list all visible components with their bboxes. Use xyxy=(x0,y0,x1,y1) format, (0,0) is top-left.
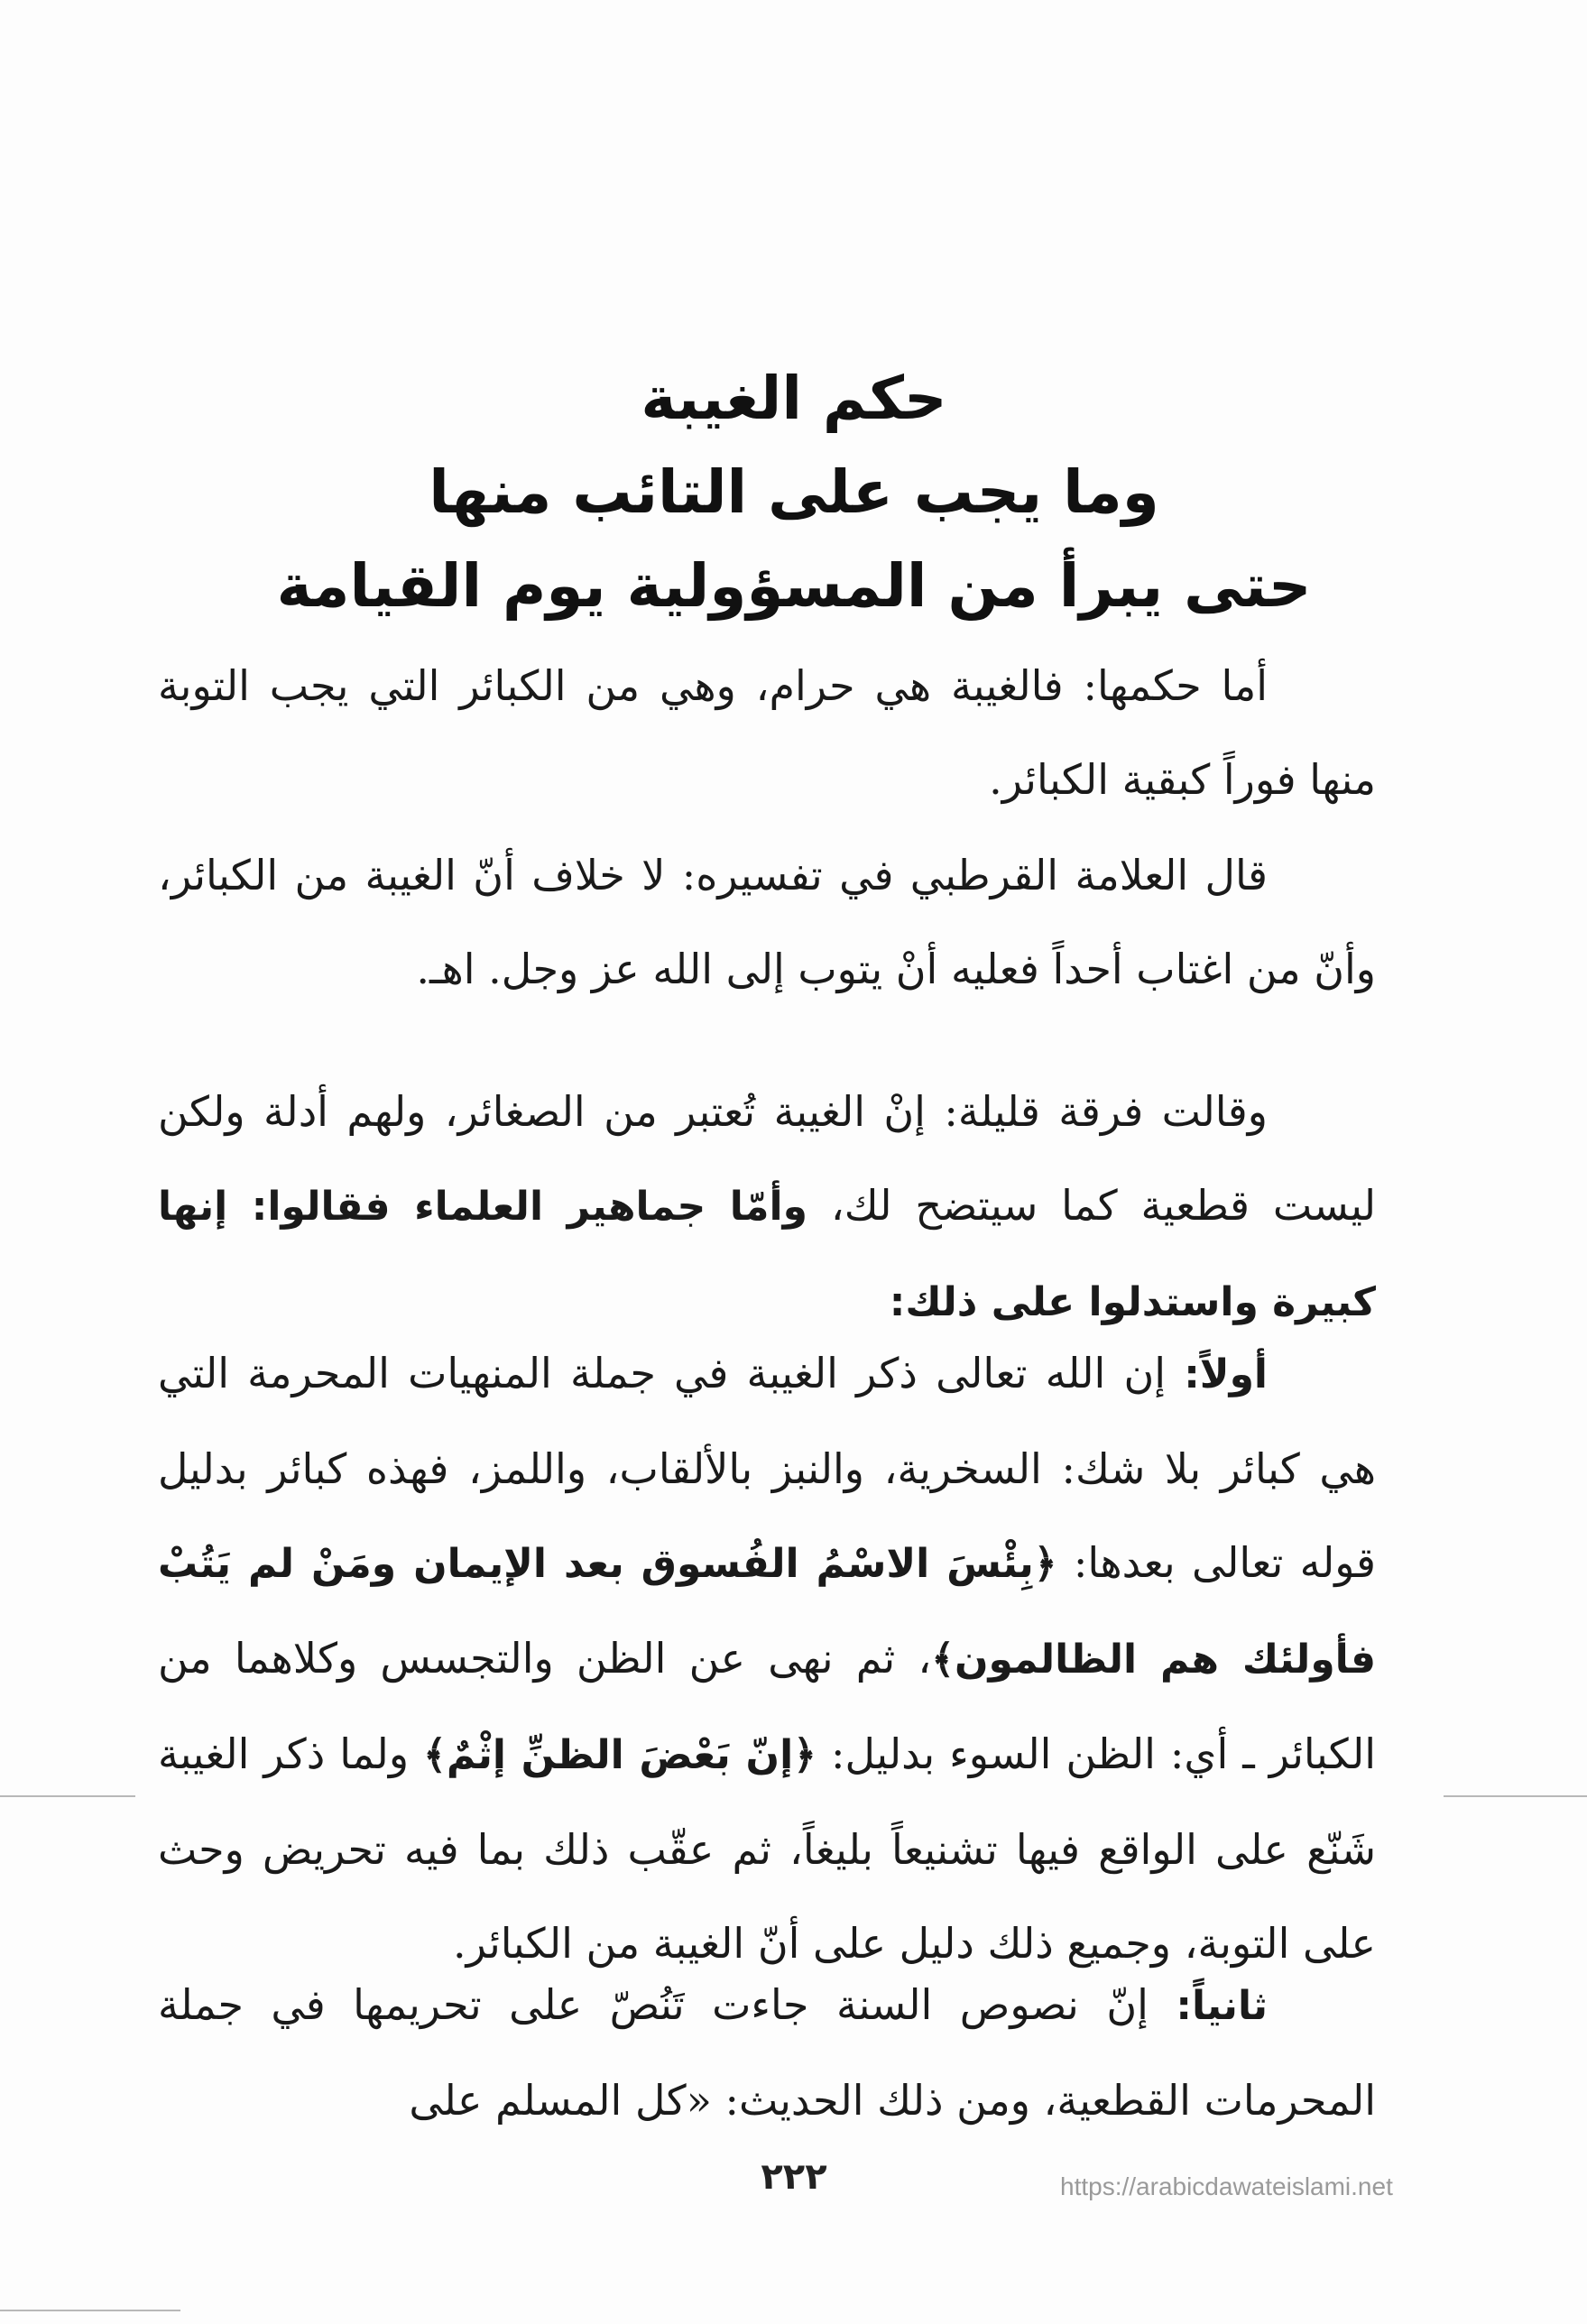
chapter-title xyxy=(162,352,1426,633)
paragraph-text: أما حكمها: فالغيبة هي حرام، وهي من الكبائر التي يجب التوبة منها فوراً كبقية الكبائر. xyxy=(158,661,1376,804)
first-proof-text-c: ولما ذكر الغيبة شَنّع على الواقع فيها تشنيعاً بليغاً، ثم عقّب ذلك بما فيه تحريض وحث على التوبة، وجميع ذلك دليل على أنّ الغيبة من الكبائر. xyxy=(158,1729,1376,1968)
paragraph-qurtubi xyxy=(158,828,1376,1016)
first-proof-text-b: ، ثم نهى عن الظن والتجسس وكلاهما من الكبائر ـ أي: الظن السوء بدليل: xyxy=(158,1634,1376,1778)
website-watermark: https://arabicdawateislami.net xyxy=(1060,2172,1393,2200)
paragraph-ruling xyxy=(158,639,1376,826)
quran-verse-2: ﴿إنّ بَعْضَ الظنِّ إثْمٌ﴾ xyxy=(423,1732,817,1778)
paragraph-second-proof xyxy=(158,1958,1376,2147)
second-proof-text: إنّ نصوص السنة جاءت تَنُصّ على تحريمها في جملة المحرمات القطعية، ومن ذلك الحديث: «كل المسلم على xyxy=(158,1980,1376,2125)
scan-artifact-line xyxy=(0,2310,180,2311)
paragraph-text xyxy=(158,1326,1376,1990)
second-proof-label: ثانياً: xyxy=(1176,1983,1268,2029)
paragraph-text xyxy=(158,1065,1376,1350)
first-proof-text-a: إن الله تعالى ذكر الغيبة في جملة المنهيات المحرمة التي هي كبائر بلا شك: السخرية، والنبز بالألقاب، واللمز، فهذه كبائر بدليل قوله تعالى بعدها: xyxy=(158,1349,1377,1587)
page-number: ٢٢٢ xyxy=(761,2156,827,2198)
title-line-2: وما يجب على التائب منها xyxy=(429,457,1159,527)
minority-view-text: وقالت فرقة قليلة: إنْ الغيبة تُعتبر من الصغائر، ولهم أدلة ولكن ليست قطعية كما سيتضح لك، xyxy=(158,1087,1376,1230)
scan-artifact-line xyxy=(0,1795,135,1797)
title-line-1: حكم الغيبة xyxy=(641,364,947,433)
paragraph-first-proof xyxy=(158,1326,1376,1990)
scan-artifact-line xyxy=(1444,1795,1587,1797)
first-proof-label: أولاً: xyxy=(1184,1351,1268,1397)
quran-verse-1: ﴿بِئْسَ الاسْمُ الفُسوق بعد الإيمان ومَنْ لم يَتُبْ فأولئك هم الظالمون﴾ xyxy=(158,1541,1376,1683)
title-line-3: حتى يبرأ من المسؤولية يوم القيامة xyxy=(276,551,1312,621)
paragraph-minority-view xyxy=(158,1065,1376,1350)
paragraph-text: قال العلامة القرطبي في تفسيره: لا خلاف أنّ الغيبة من الكبائر، وأنّ من اغتاب أحداً فعليه أنْ يتوب إلى الله عز وجل. اهـ. xyxy=(158,851,1376,993)
majority-view-text: وأمّا جماهير العلماء فقالوا: إنها كبيرة واستدلوا على ذلك: xyxy=(158,1184,1376,1325)
paragraph-text xyxy=(158,1958,1376,2147)
